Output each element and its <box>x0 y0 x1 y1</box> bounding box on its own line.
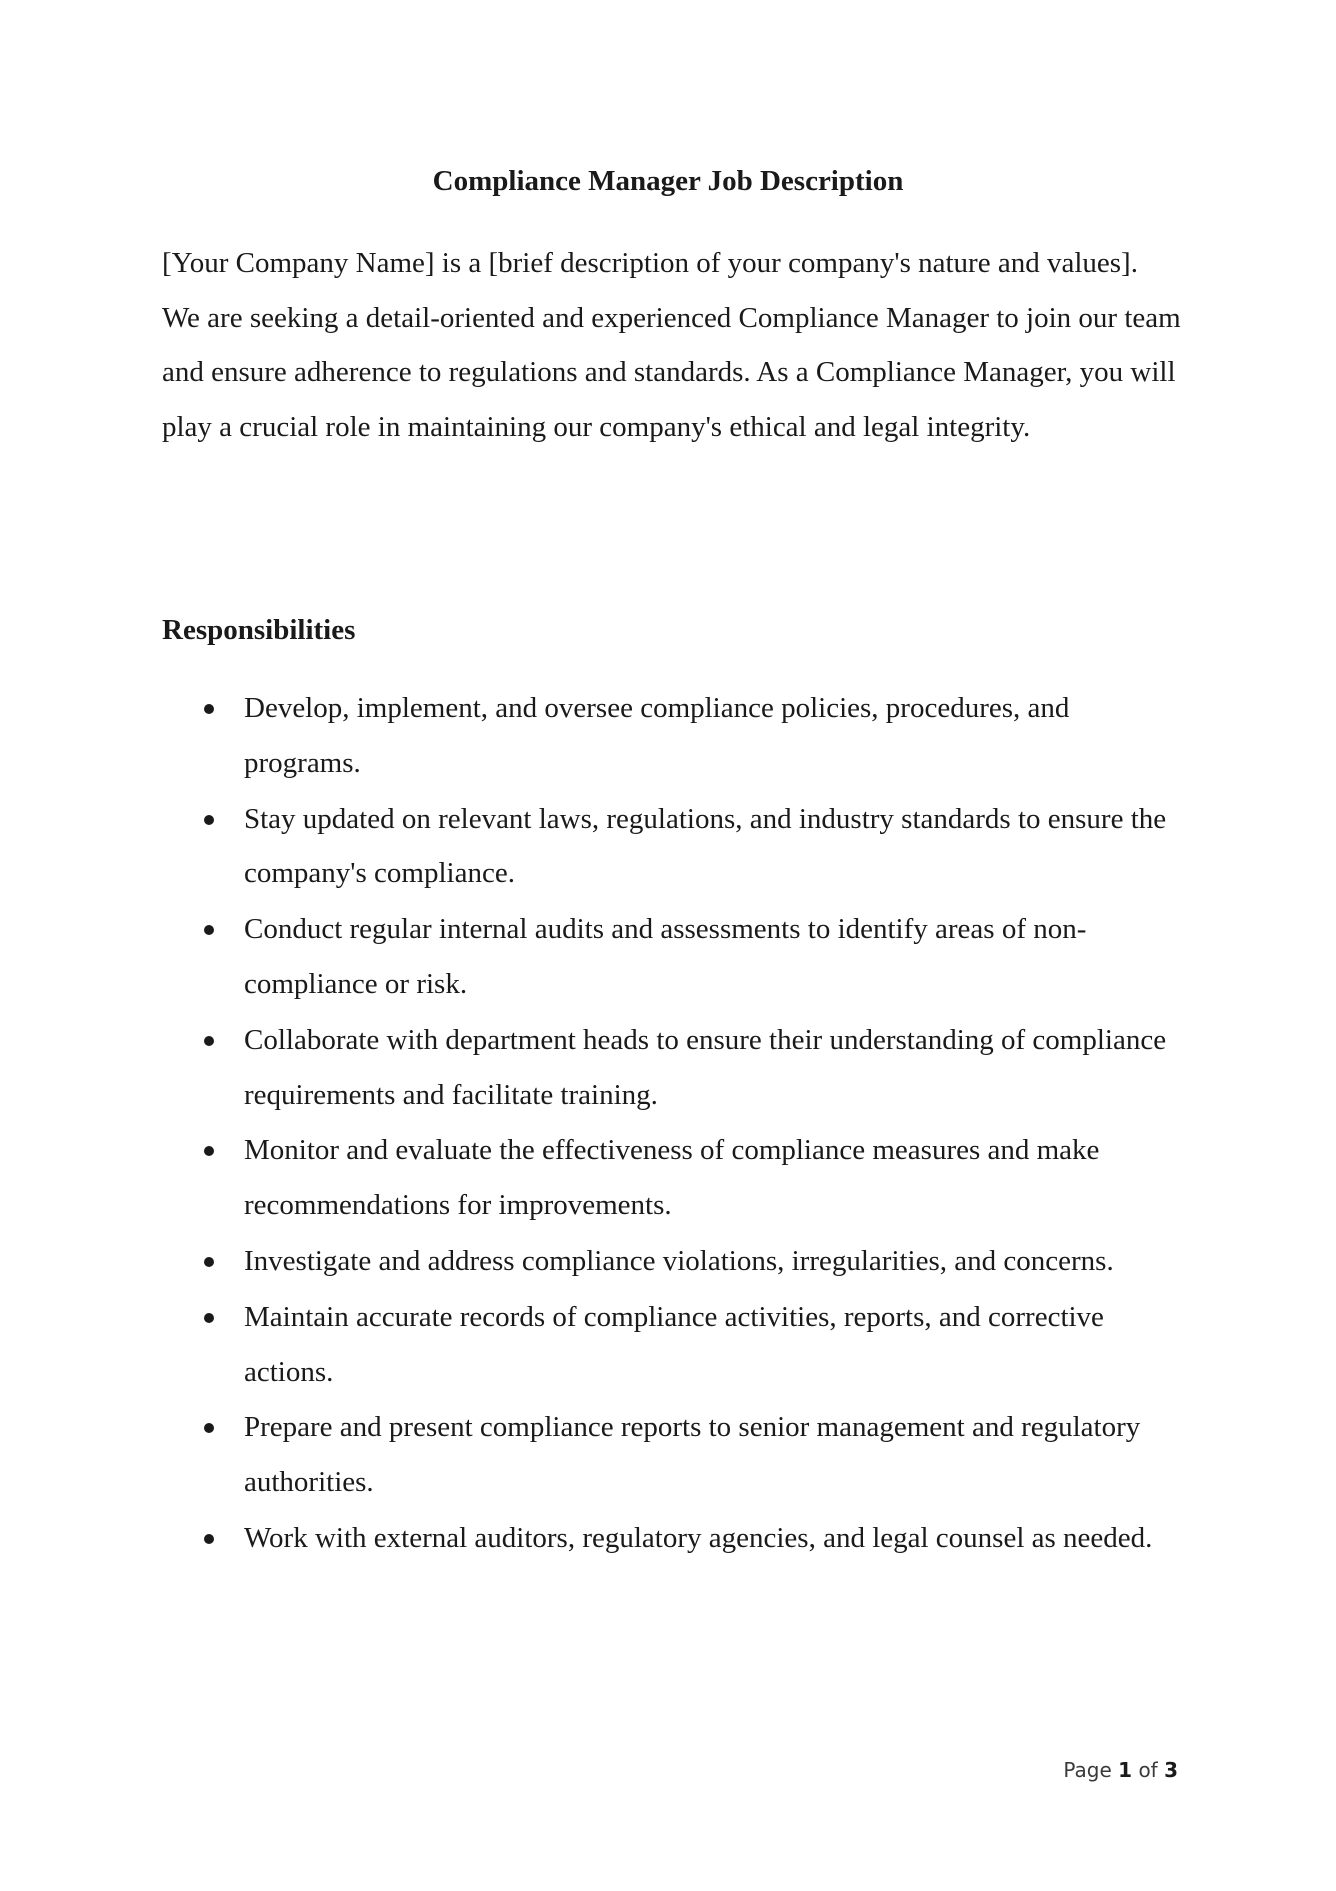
bullet-icon <box>204 1534 214 1544</box>
bullet-icon <box>204 1257 214 1267</box>
list-item <box>162 1123 1192 1233</box>
list-item <box>162 1290 1192 1400</box>
bullet-icon <box>204 1313 214 1323</box>
responsibilities-list <box>162 681 1192 1567</box>
total-pages: 3 <box>1164 1758 1178 1782</box>
bullet-icon <box>204 925 214 935</box>
list-item-text: Maintain accurate records of compliance activities, reports, and corrective actions. <box>244 1300 1104 1388</box>
list-item-text: Conduct regular internal audits and assessments to identify areas of non-compliance or risk. <box>244 913 1087 1000</box>
list-item-text: Work with external auditors, regulatory agencies, and legal counsel as needed. <box>244 1521 1153 1554</box>
list-item <box>162 1234 1192 1289</box>
list-item <box>162 1511 1192 1566</box>
bullet-icon <box>204 1146 214 1156</box>
responsibilities-heading: Responsibilities <box>162 614 356 646</box>
list-item-text: Prepare and present compliance reports to senior management and regulatory authorities. <box>244 1411 1141 1499</box>
page-of-label: of <box>1138 1758 1158 1782</box>
document-title: Compliance Manager Job Description <box>432 165 904 197</box>
bullet-icon <box>204 704 214 714</box>
list-item-text: Collaborate with department heads to ensure their understanding of compliance requirements and facilitate training. <box>244 1023 1167 1111</box>
list-item <box>162 792 1192 902</box>
current-page: 1 <box>1118 1758 1133 1782</box>
list-item <box>162 681 1192 791</box>
page-number <box>1063 1758 1178 1782</box>
bullet-icon <box>204 1036 214 1046</box>
intro-paragraph: [Your Company Name] is a [brief description of your company's nature and values]. We are seeking a detail-oriented and experienced Compliance Manager to join our team and ensure adherence to regulations and standards. As a Compliance Manager, you will play a crucial role in maintaining our company's ethical and legal integrity. <box>162 247 1181 443</box>
bullet-icon <box>204 815 214 825</box>
list-item <box>162 1400 1192 1510</box>
page-prefix: Page <box>1063 1758 1112 1782</box>
bullet-icon <box>204 1423 214 1433</box>
list-item <box>162 902 1192 1012</box>
list-item-text: Investigate and address compliance violations, irregularities, and concerns. <box>244 1244 1114 1277</box>
list-item-text: Monitor and evaluate the effectiveness of compliance measures and make recommendations for improvements. <box>244 1134 1100 1222</box>
list-item-text: Stay updated on relevant laws, regulations, and industry standards to ensure the company's compliance. <box>244 802 1167 890</box>
list-item <box>162 1013 1192 1123</box>
list-item-text: Develop, implement, and oversee compliance policies, procedures, and programs. <box>244 692 1070 779</box>
